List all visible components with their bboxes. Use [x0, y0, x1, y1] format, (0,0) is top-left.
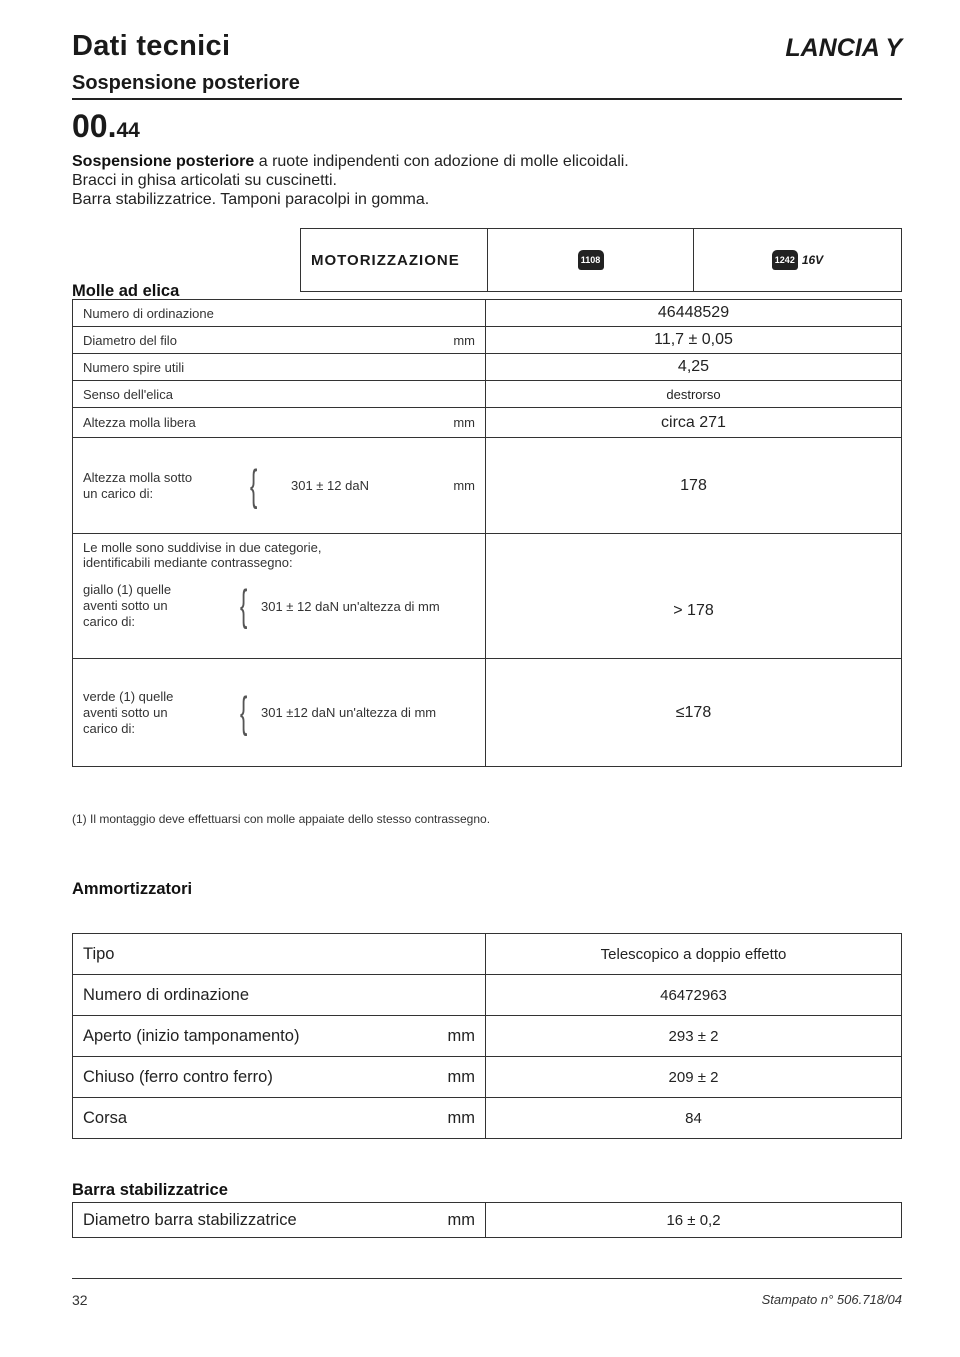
intro-line-2: Bracci in ghisa articolati su cuscinetti.: [72, 172, 337, 189]
motor-header-table: [300, 228, 902, 292]
row-label-text: Numero spire utili: [83, 359, 185, 375]
row-label: [73, 1057, 486, 1098]
engine-1108-cell: [488, 229, 694, 292]
row-label-text: Diametro del filo: [83, 332, 177, 348]
page-number: 32: [72, 1292, 88, 1308]
section-code-sub: 44: [116, 119, 140, 142]
load-label-2: un carico di:: [83, 485, 154, 501]
giallo-line-1: giallo (1) quelle: [83, 582, 172, 597]
verde-condition: 301 ±12 daN un'altezza di mm: [261, 705, 437, 720]
brace-icon: {: [250, 460, 258, 510]
brace-icon: {: [240, 581, 248, 630]
load-label-1: Altezza molla sotto: [83, 469, 193, 485]
row-unit: mm: [453, 332, 475, 348]
row-value: destrorso: [486, 381, 902, 408]
printed-code: Stampato n° 506.718/04: [761, 1292, 902, 1307]
intro-text: [72, 152, 902, 209]
giallo-line-2: aventi sotto un: [83, 598, 168, 613]
engine-1242: [772, 250, 823, 270]
barra-table: [72, 1202, 902, 1238]
giallo-line-3: carico di:: [83, 614, 136, 629]
footer-rule: [72, 1278, 902, 1279]
row-label: [73, 354, 486, 381]
load-condition: 301 ± 12 daN: [291, 478, 369, 493]
section-code-main: 00.: [72, 108, 117, 144]
footnote: (1) Il montaggio deve effettuarsi con molle appaiate dello stesso contrassegno.: [72, 812, 491, 826]
ammortizzatori-heading: Ammortizzatori: [72, 880, 193, 898]
doc-subtitle: Sospensione posteriore: [72, 72, 300, 94]
engine-1242-cell: [694, 229, 902, 292]
intro-line-3: Barra stabilizzatrice. Tamponi paracolpi in gomma.: [72, 191, 430, 208]
table-row: [73, 975, 902, 1016]
row-label-text: Senso dell'elica: [83, 386, 173, 402]
table-row: [73, 354, 902, 381]
row-label-text: Numero di ordinazione: [83, 985, 250, 1004]
row-label-text: Aperto (inizio tamponamento): [83, 1026, 300, 1045]
row-value: 46472963: [486, 975, 902, 1016]
row-value: ≤178: [486, 659, 902, 767]
row-label: [73, 1098, 486, 1139]
table-row: [73, 1098, 902, 1139]
row-value: 11,7 ± 0,05: [486, 327, 902, 354]
giallo-condition: 301 ± 12 daN un'altezza di mm: [261, 598, 440, 614]
row-unit: mm: [453, 415, 475, 430]
row-value: 178: [486, 438, 902, 534]
row-label-text: Altezza molla libera: [83, 415, 196, 430]
row-label: [73, 934, 486, 975]
table-row: [73, 1203, 902, 1238]
row-value: > 178: [486, 534, 902, 659]
motor-label: MOTORIZZAZIONE: [301, 229, 488, 292]
row-value: circa 271: [486, 408, 902, 438]
doc-title: Dati tecnici: [72, 30, 231, 62]
giallo-label: [73, 534, 486, 659]
categories-note-2: identificabili mediante contrassegno:: [83, 555, 293, 570]
molle-heading: Molle ad elica: [72, 282, 180, 300]
engine-1108: [578, 250, 604, 270]
row-unit: mm: [447, 1108, 475, 1127]
verde-line-2: aventi sotto un: [83, 704, 168, 720]
section-code: [72, 108, 140, 145]
row-value: 209 ± 2: [486, 1057, 902, 1098]
row-label-text: Numero di ordinazione: [83, 305, 214, 321]
row-value: 84: [486, 1098, 902, 1139]
barra-heading: Barra stabilizzatrice: [72, 1181, 228, 1199]
row-label: [73, 408, 486, 438]
engine-icon: 1108: [578, 250, 604, 270]
table-row: [73, 534, 902, 659]
intro-line-1: a ruote indipendenti con adozione di molle elicoidali.: [258, 153, 629, 170]
row-label: [73, 1203, 486, 1238]
row-label: [73, 381, 486, 408]
row-value: 293 ± 2: [486, 1016, 902, 1057]
table-row: [73, 438, 902, 534]
molle-table: [72, 299, 902, 767]
table-row: [73, 1057, 902, 1098]
table-row: [73, 381, 902, 408]
row-value: 4,25: [486, 354, 902, 381]
load-row-label: [73, 438, 486, 534]
row-label-text: Corsa: [83, 1108, 128, 1127]
row-label-text: Chiuso (ferro contro ferro): [83, 1067, 273, 1086]
table-row: [73, 300, 902, 327]
table-row: [73, 1016, 902, 1057]
row-unit: mm: [447, 1026, 475, 1045]
row-label-text: Diametro barra stabilizzatrice: [83, 1210, 297, 1229]
brace-icon: {: [240, 687, 248, 737]
engine-icon: 1242: [772, 250, 798, 270]
row-label-text: Tipo: [83, 944, 115, 963]
row-unit: mm: [447, 1067, 475, 1086]
brand-name: LANCIA Y: [785, 34, 902, 62]
row-label: [73, 1016, 486, 1057]
row-value: Telescopico a doppio effetto: [486, 934, 902, 975]
row-label: [73, 975, 486, 1016]
row-unit: mm: [453, 478, 475, 493]
verde-line-1: verde (1) quelle: [83, 688, 174, 704]
table-row: [73, 934, 902, 975]
row-value: 46448529: [486, 300, 902, 327]
ammortizzatori-table: [72, 933, 902, 1139]
table-row: [73, 327, 902, 354]
verde-label: [73, 659, 486, 767]
table-row: [73, 659, 902, 767]
intro-bold: Sospensione posteriore: [72, 153, 255, 170]
row-unit: mm: [447, 1210, 475, 1229]
row-label: [73, 300, 486, 327]
row-value: 16 ± 0,2: [486, 1203, 902, 1238]
row-label: [73, 327, 486, 354]
categories-note-1: Le molle sono suddivise in due categorie,: [83, 540, 322, 555]
table-row: [73, 408, 902, 438]
verde-line-3: carico di:: [83, 720, 136, 736]
header-rule: [72, 98, 902, 100]
engine-suffix: 16V: [801, 253, 824, 267]
